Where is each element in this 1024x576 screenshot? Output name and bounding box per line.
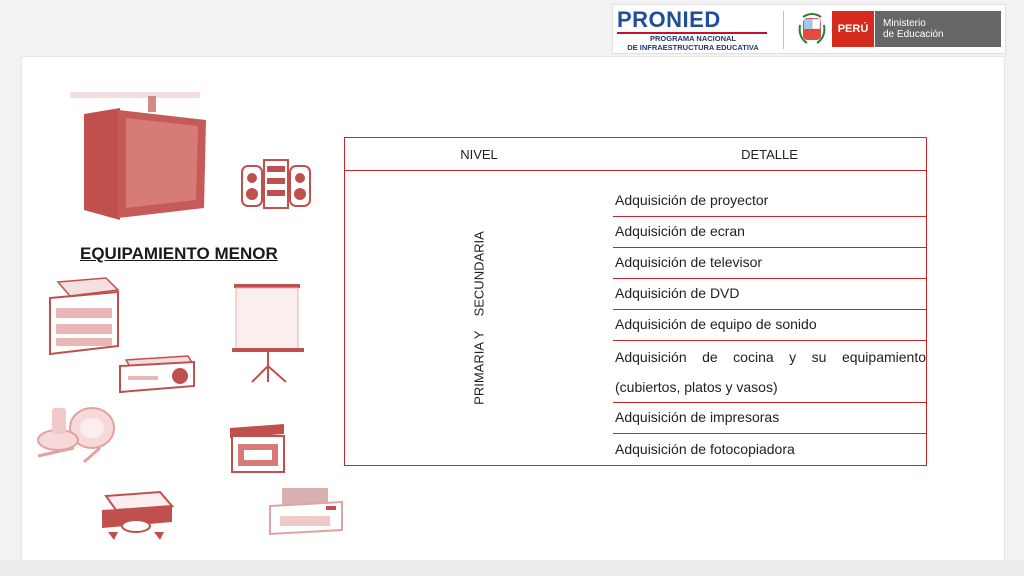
detail-cocina: Adquisición de cocina y su equipamiento (615, 349, 926, 365)
detail-cocina-cont: (cubiertos, platos y vasos) (615, 379, 778, 395)
copier-illustration (46, 276, 122, 362)
ministerio-line2: de Educación (883, 29, 944, 40)
pronied-subtitle (619, 34, 767, 52)
nivel-value: PRIMARIA Y SECUNDARIA (471, 231, 487, 405)
table-row (613, 279, 926, 310)
pronied-subtitle-line2: DE INFRAESTRUCTURA EDUCATIVA (627, 43, 759, 52)
table-row (613, 341, 926, 403)
detail-sonido: Adquisición de equipo de sonido (615, 316, 817, 332)
detail-proyector: Adquisición de proyector (615, 192, 769, 208)
sound-system-illustration (240, 156, 312, 212)
table-row (613, 171, 926, 217)
ministerio-badge (875, 11, 1001, 47)
projection-screen-illustration (230, 282, 306, 384)
projector-illustration (118, 352, 196, 394)
nivel-cell (345, 171, 613, 465)
detail-fotocopiadora: Adquisición de fotocopiadora (615, 441, 795, 457)
header-detalle: DETALLE (741, 146, 798, 162)
table-row (613, 217, 926, 248)
table-row (613, 434, 926, 465)
dvd-player-illustration (98, 488, 174, 546)
header-divider (783, 11, 784, 49)
equipment-table (344, 137, 927, 466)
detail-televisor: Adquisición de televisor (615, 254, 763, 270)
pronied-logo: PRONIED (617, 7, 721, 32)
peru-badge: PERÚ (832, 11, 874, 47)
ministerio-line1: Ministerio (883, 18, 926, 29)
detail-impresoras: Adquisición de impresoras (615, 409, 780, 425)
printer-illustration (266, 484, 346, 540)
coat-of-arms-icon (795, 11, 829, 47)
section-title: EQUIPAMIENTO MENOR (80, 244, 278, 263)
detail-dvd: Adquisición de DVD (615, 285, 740, 301)
tv-illustration (70, 90, 210, 222)
bottom-shade (0, 560, 1024, 576)
table-row (613, 310, 926, 341)
pronied-subtitle-line1: PROGRAMA NACIONAL (650, 34, 736, 43)
header-nivel: NIVEL (460, 146, 498, 162)
stove-illustration (226, 420, 288, 476)
tableware-illustration (34, 402, 116, 470)
header-logo-bar (612, 4, 1006, 54)
table-header-row (345, 138, 926, 171)
table-row (613, 248, 926, 279)
table-row (613, 403, 926, 434)
detail-ecran: Adquisición de ecran (615, 223, 745, 239)
